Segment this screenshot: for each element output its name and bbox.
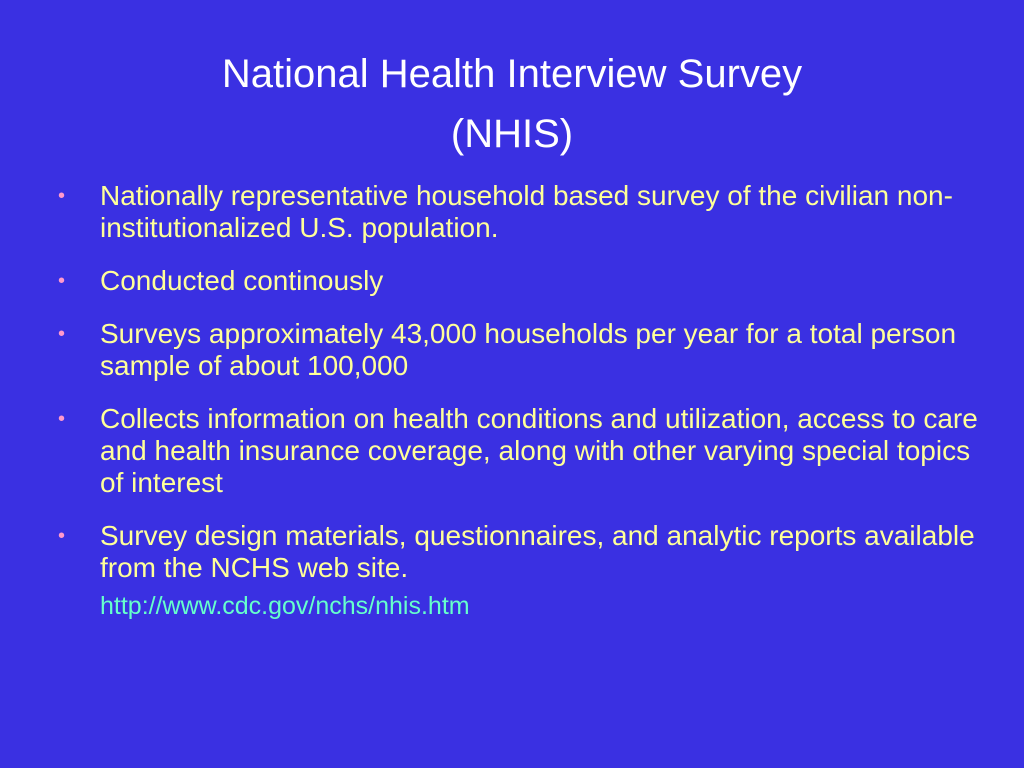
bullet-icon: • [58, 323, 66, 345]
bullet-icon: • [58, 525, 66, 547]
bullet-text-5: Survey design materials, questionnaires, and analytic reports available from the NCHS web site. [100, 520, 975, 583]
bullet-item-2 [58, 265, 978, 297]
bullet-item-4 [58, 403, 978, 499]
bullet-item-3 [58, 318, 978, 382]
bullet-icon: • [58, 408, 66, 430]
bullet-list [58, 180, 978, 642]
bullet-item-1 [58, 180, 978, 244]
slide-title [0, 44, 1024, 164]
bullet-text-4: Collects information on health conditions and utilization, access to care and health insurance coverage, along with other varying special topics of interest [100, 403, 978, 498]
bullet-text-3: Surveys approximately 43,000 households per year for a total person sample of about 100,000 [100, 318, 957, 381]
bullet-item-5 [58, 520, 978, 621]
nchs-website-link[interactable]: http://www.cdc.gov/nchs/nhis.htm [100, 592, 470, 620]
bullet-icon: • [58, 185, 66, 207]
title-line-2: (NHIS) [450, 112, 574, 156]
bullet-text-1: Nationally representative household based survey of the civilian non-institutionalized U.S. population. [100, 180, 953, 243]
bullet-text-2: Conducted continously [100, 265, 384, 296]
title-line-1: National Health Interview Survey [221, 52, 803, 96]
bullet-icon: • [58, 270, 66, 292]
